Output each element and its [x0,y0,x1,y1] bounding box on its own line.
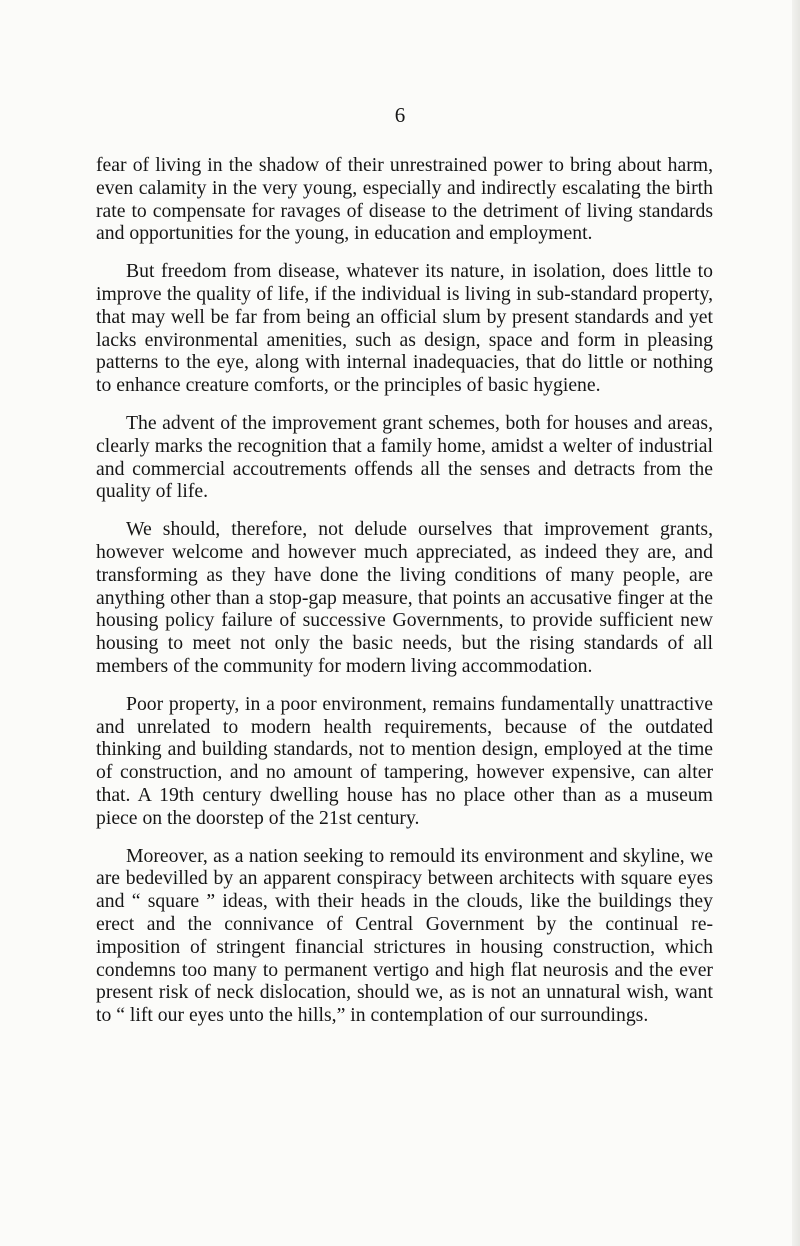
paragraph-stop-gap-measure: We should, therefore, not delude ourselves that improvement grants, however welcome and however much appreciated, as indeed they are, and transforming as they have done the living conditions of many people, are anything other than a stop-gap measure, that points an accusative finger at the housing policy failure of successive Governments, to provide sufficient new housing to meet not only the basic needs, but the rising standards of all members of the community for modern living accommodation. [96,518,713,677]
paragraph-freedom-from-disease: But freedom from disease, whatever its nature, in isolation, does little to improve the quality of life, if the individual is living in sub-standard property, that may well be far from being an official slum by present standards and yet lacks environmental amenities, such as design, space and form in pleasing patterns to the eye, along with internal inadequacies, that do little or nothing to enhance creature comforts, or the principles of basic hygiene. [96,260,713,397]
page-number: 6 [394,103,406,127]
paragraph-improvement-grant-schemes: The advent of the improvement grant schemes, both for houses and areas, clearly marks the recognition that a family home, amidst a welter of industrial and commercial accoutrements offends all the senses and detracts from the quality of life. [96,411,713,503]
paragraph-remould-environment: Moreover, as a nation seeking to remould its environment and skyline, we are bedevilled by an apparent conspiracy between architects with square eyes and “ square ” ideas, with their heads in the clouds, like the buildings they erect and the connivance of Central Government by the continual re-imposition of stringent financial strictures in housing construction, which condemns too many to permanent vertigo and high flat neurosis and the ever present risk of neck dislocation, should we, as is not an unnatural wish, want to “ lift our eyes unto the hills,” in contemplation of our surroundings. [96,844,713,1027]
paragraph-continuation: fear of living in the shadow of their unrestrained power to bring about harm, even calamity in the very young, especially and indirectly escalating the birth rate to compensate for ravages of disease to the detriment of living standards and opportunities for the young, in education and employment. [96,154,713,245]
page-edge [792,0,800,1246]
paragraph-poor-property: Poor property, in a poor environment, remains fundamentally unattractive and unrelated to modern health requirements, because of the outdated thinking and building standards, not to mention design, employed at the time of construction, and no amount of tampering, however expensive, can alter that. A 19th century dwelling house has no place other than as a museum piece on the doorstep of the 21st century. [96,692,713,829]
body-text [96,154,713,1042]
